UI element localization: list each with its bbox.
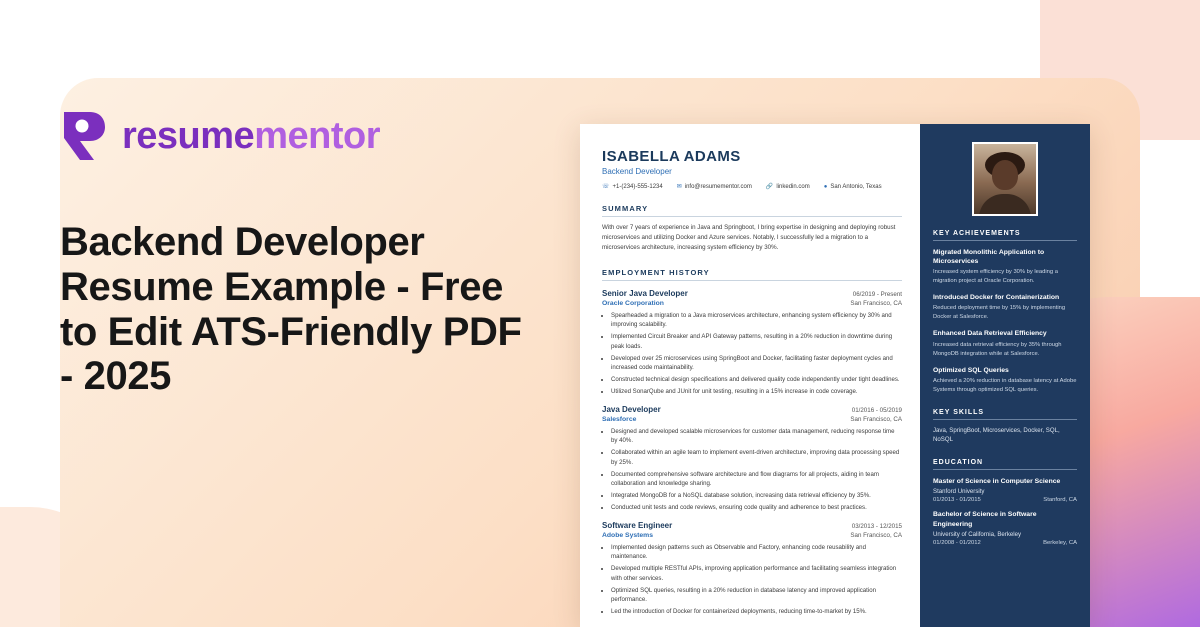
job-bullet: • Conducted unit tests and code reviews, ensuring code quality and adherence to best practices. (611, 503, 902, 513)
contact-phone-text: +1-(234)-555-1234 (612, 183, 663, 190)
achievement-item (933, 248, 1077, 286)
location-icon: ● (823, 183, 828, 190)
contact-email (677, 183, 752, 190)
education-dates: 01/2013 - 01/2015 (933, 497, 981, 504)
job-role: Java Developer (602, 404, 661, 414)
achievement-title: Optimized SQL Queries (933, 366, 1009, 374)
employment-entry (602, 405, 902, 513)
achievement-desc: Reduced deployment time by 15% by implementing Docker at Salesforce. (933, 305, 1066, 321)
contact-location (824, 183, 882, 190)
job-bullet: • Implemented Circuit Breaker and API Gateway patterns, resulting in a 20% reduction in downtime during peak loads. (611, 332, 902, 352)
job-location: San Francisco, CA (850, 415, 902, 423)
job-role: Software Engineer (602, 520, 673, 530)
achievement-desc: Increased system efficiency by 30% by leading a migration project at Oracle Corporation. (933, 269, 1058, 285)
education-dates: 01/2008 - 01/2012 (933, 539, 981, 546)
resume-candidate-name: ISABELLA ADAMS (602, 148, 741, 165)
education-item (933, 510, 1077, 545)
job-bullet: • Developed over 25 microservices using SpringBoot and Docker, facilitating faster deployment cycles and increased code maintainability. (611, 354, 902, 374)
section-heading-education: EDUCATION (933, 459, 1077, 470)
link-icon: 🔗 (765, 184, 774, 190)
job-dates: 01/2016 - 05/2019 (851, 406, 902, 414)
contact-linkedin-text: linkedin.com (776, 183, 810, 190)
job-company: Salesforce (602, 415, 637, 423)
brand-logo[interactable] (60, 110, 540, 162)
avatar (972, 142, 1038, 216)
achievement-item (933, 329, 1077, 358)
resume-preview[interactable] (580, 124, 1090, 627)
resumementor-logo-icon (60, 110, 106, 162)
achievement-item (933, 366, 1077, 395)
section-heading-skills: KEY SKILLS (933, 409, 1077, 420)
promo-content (60, 110, 540, 426)
phone-icon: ☏ (602, 184, 610, 190)
job-bullet: • Optimized SQL queries, resulting in a 20% reduction in database latency and improved application performance. (611, 586, 902, 606)
job-bullet: • Integrated MongoDB for a NoSQL database solution, increasing data retrieval efficiency by 35%. (611, 491, 902, 501)
achievement-desc: Increased data retrieval efficiency by 35% through MongoDB integration while at Salesforce. (933, 341, 1062, 357)
job-bullet: • Constructed technical design specifications and delivered quality code independently under tight deadlines. (611, 375, 902, 385)
job-bullet: • Collaborated within an agile team to implement event-driven architecture, improving data processing speed by 25%. (611, 448, 902, 468)
education-school: University of California, Berkeley (933, 530, 1022, 538)
contact-location-text: San Antonio, Texas (830, 183, 882, 190)
job-bullets (602, 311, 902, 397)
education-degree: Bachelor of Science in Software Engineering (933, 511, 1037, 528)
education-school: Stanford University (933, 488, 985, 496)
resume-main-column (580, 124, 920, 627)
achievement-item (933, 293, 1077, 322)
job-bullets (602, 543, 902, 617)
section-heading-summary: SUMMARY (602, 204, 902, 217)
email-icon: ✉ (676, 184, 682, 190)
employment-entry (602, 289, 902, 397)
resume-contact-list (602, 183, 902, 190)
resume-sidebar (920, 124, 1090, 627)
job-dates: 06/2019 - Present (852, 290, 902, 298)
achievement-title: Enhanced Data Retrieval Efficiency (933, 330, 1047, 338)
job-company: Adobe Systems (602, 531, 653, 539)
education-degree: Master of Science in Computer Science (933, 478, 1061, 486)
contact-linkedin[interactable] (766, 183, 810, 190)
education-item (933, 477, 1077, 503)
avatar-head (992, 160, 1018, 190)
job-bullet: • Spearheaded a migration to a Java microservices architecture, enhancing system efficiency by 30% and improving scalability. (611, 311, 902, 331)
job-bullet: • Implemented design patterns such as Observable and Factory, enhancing code reusability and maintenance. (611, 543, 902, 563)
education-location: Stanford, CA (1043, 497, 1077, 504)
job-location: San Francisco, CA (850, 531, 902, 539)
job-bullet: • Designed and developed scalable microservices for customer data management, reducing response time by 40%. (611, 427, 902, 447)
contact-phone (602, 183, 663, 190)
summary-text: With over 7 years of experience in Java and Springboot, I bring expertise in designing and deploying robust microservices and utilizing Docker and Azure services. Notably, I successfully led a migration to a microservices architecture, increasing system efficiency by 30%. (602, 224, 896, 252)
contact-email-text: info@resumementor.com (684, 183, 752, 190)
education-location: Berkeley, CA (1043, 539, 1077, 546)
job-dates: 03/2013 - 12/2015 (851, 522, 902, 530)
job-bullet: • Led the introduction of Docker for containerized deployments, reducing time-to-market by 15%. (611, 607, 902, 617)
achievement-title: Migrated Monolithic Application to Microservices (933, 249, 1045, 266)
job-bullet: • Developed multiple RESTful APIs, improving application performance and facilitating seamless integration with other services. (611, 564, 902, 584)
achievement-title: Introduced Docker for Containerization (933, 294, 1060, 302)
page-title: Backend Developer Resume Example - Free to Edit ATS-Friendly PDF - 2025 (60, 220, 522, 399)
job-location: San Francisco, CA (850, 299, 902, 307)
resume-job-title: Backend Developer (602, 167, 672, 176)
brand-name-part1: resume (122, 115, 255, 157)
avatar-body (979, 194, 1031, 216)
employment-entry (602, 521, 902, 617)
job-role: Senior Java Developer (602, 288, 688, 298)
section-heading-employment: EMPLOYMENT HISTORY (602, 268, 902, 281)
job-company: Oracle Corporation (602, 299, 664, 307)
brand-wordmark (122, 117, 380, 155)
skills-text: Java, SpringBoot, Microservices, Docker, SQL, NoSQL (933, 426, 1060, 444)
job-bullets (602, 427, 902, 513)
job-bullet: • Utilized SonarQube and JUnit for unit testing, resulting in a 15% increase in code coverage. (611, 387, 902, 397)
section-heading-achievements: KEY ACHIEVEMENTS (933, 230, 1077, 241)
brand-name-part2: mentor (254, 115, 380, 157)
job-bullet: • Documented comprehensive software architecture and flow diagrams for all projects, aiding in team collaboration and knowledge sharing. (611, 470, 902, 490)
achievement-desc: Achieved a 20% reduction in database latency at Adobe Systems through optimized SQL queries. (933, 377, 1077, 393)
